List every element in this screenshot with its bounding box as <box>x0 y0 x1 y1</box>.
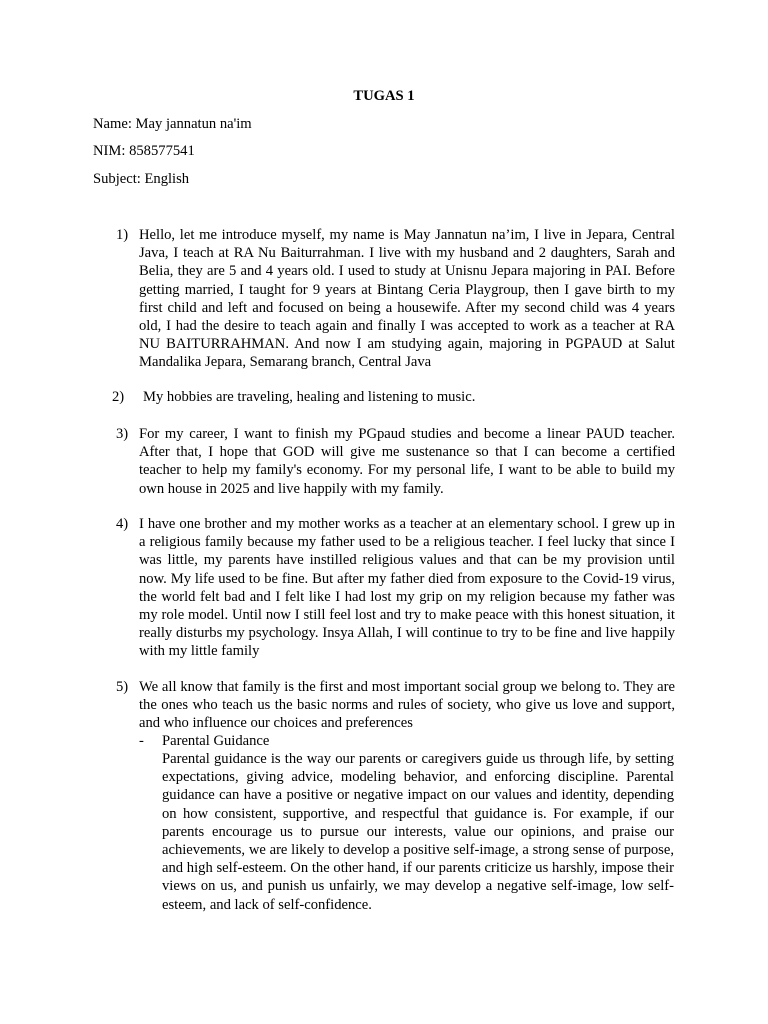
list-item <box>116 425 675 498</box>
list-item-number: 1) <box>116 227 129 243</box>
name-line: Name: May jannatun na'im <box>93 116 252 132</box>
list-item-number: 5) <box>116 679 129 695</box>
document-title: TUGAS 1 <box>353 88 415 104</box>
subsection-heading-text: Parental Guidance <box>162 733 270 749</box>
list-item-text: My hobbies are traveling, healing and listening to music. <box>143 389 476 405</box>
nim-line: NIM: 858577541 <box>93 143 195 159</box>
subsection-paragraph: Parental guidance is the way our parents or caregivers guide us through life, by setting expectations, giving advice, modeling behavior, and enforcing discipline. Parental guidance can have a positive or negative impact on our values and identity, depending on how consistent, supportive, and respectful that guidance is. For example, if our parents encourage us to pursue our interests, value our opinions, and praise our achievements, we are likely to develop a positive self-image, a strong sense of purpose, and high self-esteem. On the other hand, if our parents criticize us harshly, impose their views on us, and punish us unfairly, we may develop a negative self-image, low self-esteem, and lack of self-confidence. <box>162 751 674 913</box>
list-item-number: 4) <box>116 516 129 532</box>
list-item <box>116 226 675 372</box>
list-item-text: For my career, I want to finish my PGpaud studies and become a linear PAUD teacher. After that, I hope that GOD will give me sustenance so that I can become a certified teacher to help my family's economy. For my personal life, I want to be able to build my own house in 2025 and live happily with my family. <box>139 426 675 497</box>
list-item-text: Hello, let me introduce myself, my name is May Jannatun na’im, I live in Jepara, Central Java, I teach at RA Nu Baiturrahman. I live with my husband and 2 daughters, Sarah and Belia, they are 5 and 4 years old. I used to study at Unisnu Jepara majoring in PAI. Before getting married, I taught for 9 years at Bintang Ceria Playgroup, then I gave birth to my first child and left and focused on being a housewife. After my second child was 4 years old, I had the desire to teach again and finally I was accepted to work as a teacher at RA NU BAITURRAHMAN. And now I am studying again, majoring in PGPAUD at Salut Mandalika Jepara, Semarang branch, Central Java <box>139 227 675 371</box>
list-item <box>112 388 675 406</box>
list-item-text: I have one brother and my mother works as a teacher at an elementary school. I grew up in a religious family because my father used to be a religious teacher. I feel lucky that since I was little, my parents have instilled religious values and that can be my provision until now. My life used to be fine. But after my father died from exposure to the Covid-19 virus, the world felt bad and I felt like I had lost my grip on my religion because my father was my role model. Until now I still feel lost and try to make peace with this honest situation, it really disturbs my psychology. Insya Allah, I will continue to try to be fine and live happily with my little family <box>139 516 675 660</box>
list-item-number: 2) <box>112 389 125 405</box>
subsection-heading <box>139 732 269 750</box>
list-item <box>116 515 675 661</box>
subject-line: Subject: English <box>93 171 190 187</box>
subsection-dash: - <box>139 733 144 749</box>
list-item-text: We all know that family is the first and most important social group we belong to. They are the ones who teach us the basic norms and rules of society, who give us love and support, and who influence our choices and preferences <box>139 679 675 732</box>
list-item-number: 3) <box>116 426 129 442</box>
list-item <box>116 678 675 733</box>
